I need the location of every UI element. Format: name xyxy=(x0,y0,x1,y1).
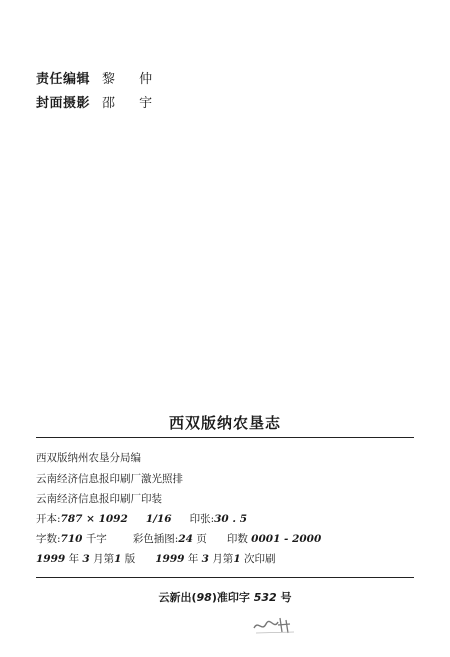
handwritten-mark-icon xyxy=(250,614,298,636)
sheets-value: 30 . 5 xyxy=(214,513,248,525)
color-unit: 页 xyxy=(196,533,207,545)
color-label: 彩色插图: xyxy=(132,533,179,545)
format-label: 开本: xyxy=(36,513,61,525)
format-line xyxy=(36,513,247,526)
print-range: 0001 - 2000 xyxy=(251,533,322,545)
book-title: 西双版纳农垦志 xyxy=(168,414,281,432)
approval-middle: )准印字 xyxy=(211,591,250,604)
edition-line xyxy=(36,553,275,566)
counts-line xyxy=(36,533,321,546)
credit-role: 封面摄影 xyxy=(36,96,91,111)
printing-line: 云南经济信息报印刷厂印装 xyxy=(36,493,162,505)
credit-editor xyxy=(36,72,162,88)
color-pages: 24 xyxy=(178,533,193,545)
format-size: 787 × 1092 xyxy=(60,513,128,525)
credit-person: 黎 仲 xyxy=(102,72,163,87)
credit-person: 邵 宇 xyxy=(102,96,163,111)
divider-bottom xyxy=(36,577,414,578)
approval-prefix: 云新出( xyxy=(158,591,197,604)
edition-month: 3 xyxy=(82,553,90,565)
edition-no: 1 xyxy=(114,553,122,565)
publisher-line: 西双版纳州农垦分局编 xyxy=(36,452,141,464)
printing-month: 3 xyxy=(201,553,209,565)
divider-top xyxy=(36,437,414,438)
printing-year: 1999 xyxy=(155,553,185,565)
typesetting-line: 云南经济信息报印刷厂激光照排 xyxy=(36,473,183,485)
printing-year-unit: 年 xyxy=(187,553,199,565)
words-unit: 千字 xyxy=(85,533,107,545)
format-fraction: 1/16 xyxy=(145,513,172,525)
sheets-label: 印张: xyxy=(189,513,215,525)
edition-month-unit: 月第 xyxy=(93,553,115,565)
edition-unit: 版 xyxy=(124,553,136,565)
words-label: 字数: xyxy=(36,533,61,545)
credit-role: 责任编辑 xyxy=(36,72,91,87)
approval-no: 532 xyxy=(253,591,277,604)
printing-month-unit: 月第 xyxy=(212,553,234,565)
approval-number xyxy=(0,589,450,605)
credit-cover-photo xyxy=(36,96,162,112)
printing-unit: 次印刷 xyxy=(243,553,276,565)
approval-suffix: 号 xyxy=(280,591,292,604)
edition-year-unit: 年 xyxy=(68,553,80,565)
print-label: 印数 xyxy=(226,533,248,545)
edition-year: 1999 xyxy=(36,553,66,565)
printing-no: 1 xyxy=(233,553,241,565)
words-value: 710 xyxy=(60,533,83,545)
approval-year: 98 xyxy=(196,591,212,604)
